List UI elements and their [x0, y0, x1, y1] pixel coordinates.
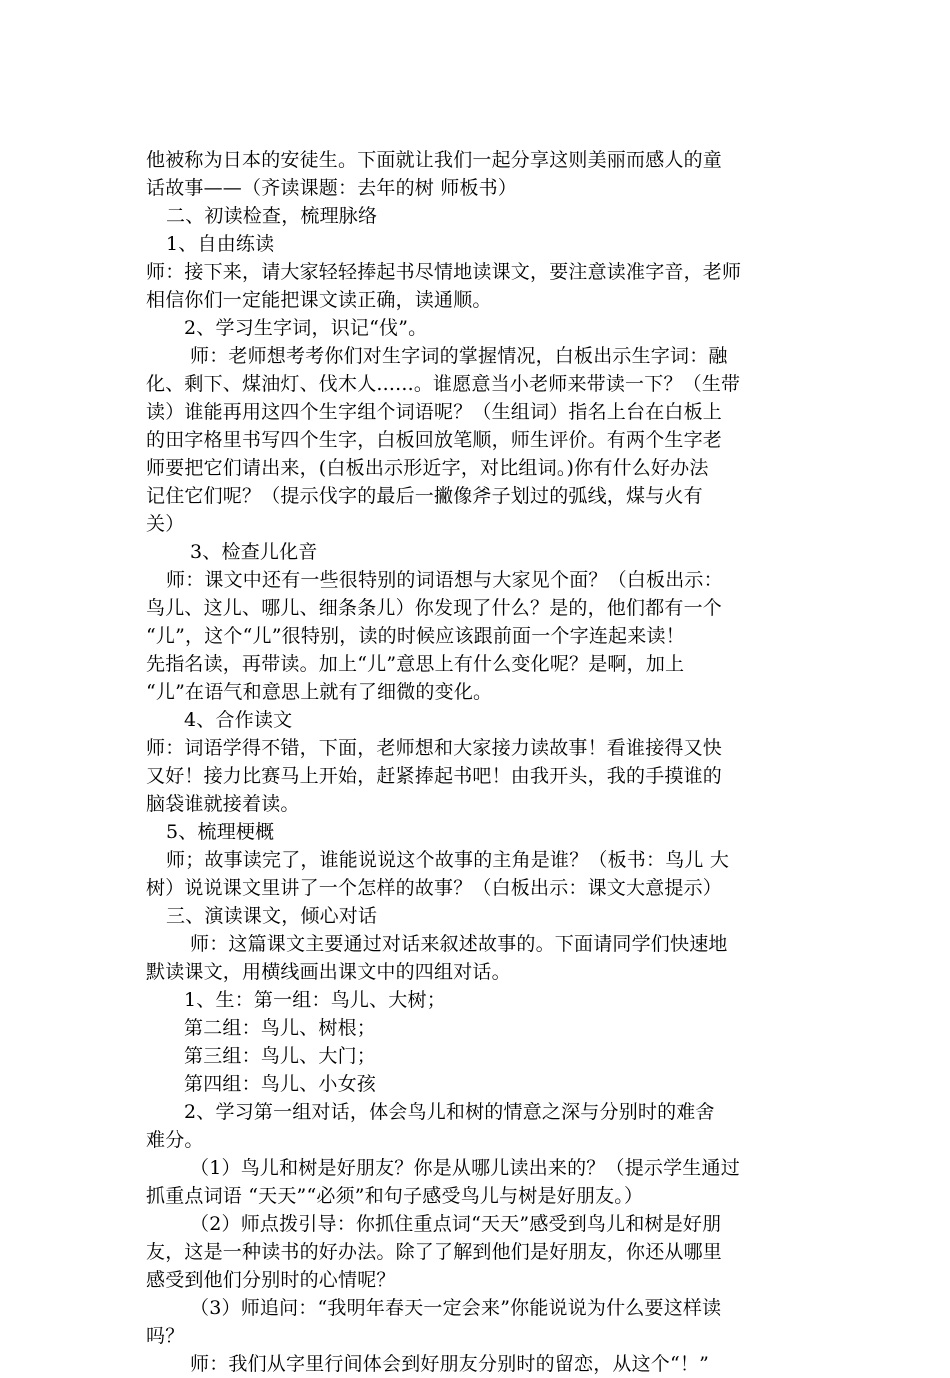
text-line: 又好！接力比赛马上开始，赶紧捧起书吧！由我开头，我的手摸谁的: [146, 765, 723, 787]
text-line: 1、自由练读: [166, 233, 275, 255]
text-line: 第二组：鸟儿、树根；: [184, 1017, 377, 1039]
text-line: 二、初读检查，梳理脉络: [166, 205, 378, 227]
text-line: （1）鸟儿和树是好朋友？你是从哪儿读出来的？（提示学生通过: [190, 1157, 740, 1179]
text-line: “儿”在语气和意思上就有了细微的变化。: [146, 681, 493, 703]
text-line: 化、剩下、煤油灯、伐木人......。谁愿意当小老师来带读一下？（生带: [146, 373, 741, 395]
text-line: 吗？: [146, 1325, 185, 1347]
text-line: 3、检查儿化音: [190, 541, 318, 563]
text-line: 2、学习生字词，识记“伐”。: [184, 317, 428, 339]
document-page: [146, 146, 810, 1378]
text-line: 师要把它们请出来，(白板出示形近字，对比组词。)你有什么好办法: [146, 457, 709, 479]
text-line: 树）说说课文里讲了一个怎样的故事？（白板出示：课文大意提示）: [146, 877, 723, 899]
text-line: 关）: [146, 513, 185, 535]
text-line: 师：我们从字里行间体会到好朋友分别时的留恋，从这个“！”: [190, 1353, 710, 1375]
text-line: 感受到他们分别时的心情呢？: [146, 1269, 396, 1291]
text-line: 脑袋谁就接着读。: [146, 793, 300, 815]
text-line: 难分。: [146, 1129, 204, 1151]
text-line: 记住它们呢？（提示伐字的最后一撇像斧子划过的弧线，煤与火有: [146, 485, 703, 507]
text-line: 相信你们一定能把课文读正确，读通顺。: [146, 289, 492, 311]
text-line: 师：老师想考考你们对生字词的掌握情况，白板出示生字词：融: [190, 345, 728, 367]
text-line: （3）师追问：“我明年春天一定会来”你能说说为什么要这样读: [190, 1297, 722, 1319]
text-line: 师：课文中还有一些很特别的词语想与大家见个面？（白板出示：: [166, 569, 723, 591]
text-line: 1、生：第一组：鸟儿、大树；: [184, 989, 446, 1011]
text-line: 5、梳理梗概: [166, 821, 275, 843]
text-line: 师：词语学得不错，下面，老师想和大家接力读故事！看谁接得又快: [146, 737, 723, 759]
text-line: 的田字格里书写四个生字，白板回放笔顺，师生评价。有两个生字老: [146, 429, 723, 451]
text-line: 抓重点词语 “天天”“必须”和句子感受鸟儿与树是好朋友。）: [146, 1185, 644, 1207]
text-line: 师；故事读完了，谁能说说这个故事的主角是谁？（板书：鸟儿 大: [166, 849, 730, 871]
text-line: 三、演读课文，倾心对话: [166, 905, 378, 927]
text-line: 先指名读，再带读。加上“儿”意思上有什么变化呢？是啊，加上: [146, 653, 685, 675]
text-line: 第三组：鸟儿、大门；: [184, 1045, 377, 1067]
text-line: 第四组：鸟儿、小女孩: [184, 1073, 377, 1095]
text-line: 友，这是一种读书的好办法。除了了解到他们是好朋友，你还从哪里: [146, 1241, 723, 1263]
text-line: （2）师点拨引导：你抓住重点词“天天”感受到鸟儿和树是好朋: [190, 1213, 722, 1235]
text-line: 2、学习第一组对话，体会鸟儿和树的情意之深与分别时的难舍: [184, 1101, 715, 1123]
text-line: 默读课文，用横线画出课文中的四组对话。: [146, 961, 511, 983]
text-line: 师：这篇课文主要通过对话来叙述故事的。下面请同学们快速地: [190, 933, 728, 955]
text-line: 读）谁能再用这四个生字组个词语呢？（生组词）指名上台在白板上: [146, 401, 723, 423]
text-line: 话故事——（齐读课题：去年的树 师板书）: [146, 177, 518, 199]
text-line: 4、合作读文: [184, 709, 293, 731]
text-line: 他被称为日本的安徒生。下面就让我们一起分享这则美丽而感人的童: [146, 149, 723, 171]
text-line: “儿”，这个“儿”很特别，读的时候应该跟前面一个字连起来读！: [146, 625, 685, 647]
text-line: 鸟儿、这儿、哪儿、细条条儿）你发现了什么？是的，他们都有一个: [146, 597, 723, 619]
text-line: 师：接下来，请大家轻轻捧起书尽情地读课文，要注意读准字音，老师: [146, 261, 742, 283]
